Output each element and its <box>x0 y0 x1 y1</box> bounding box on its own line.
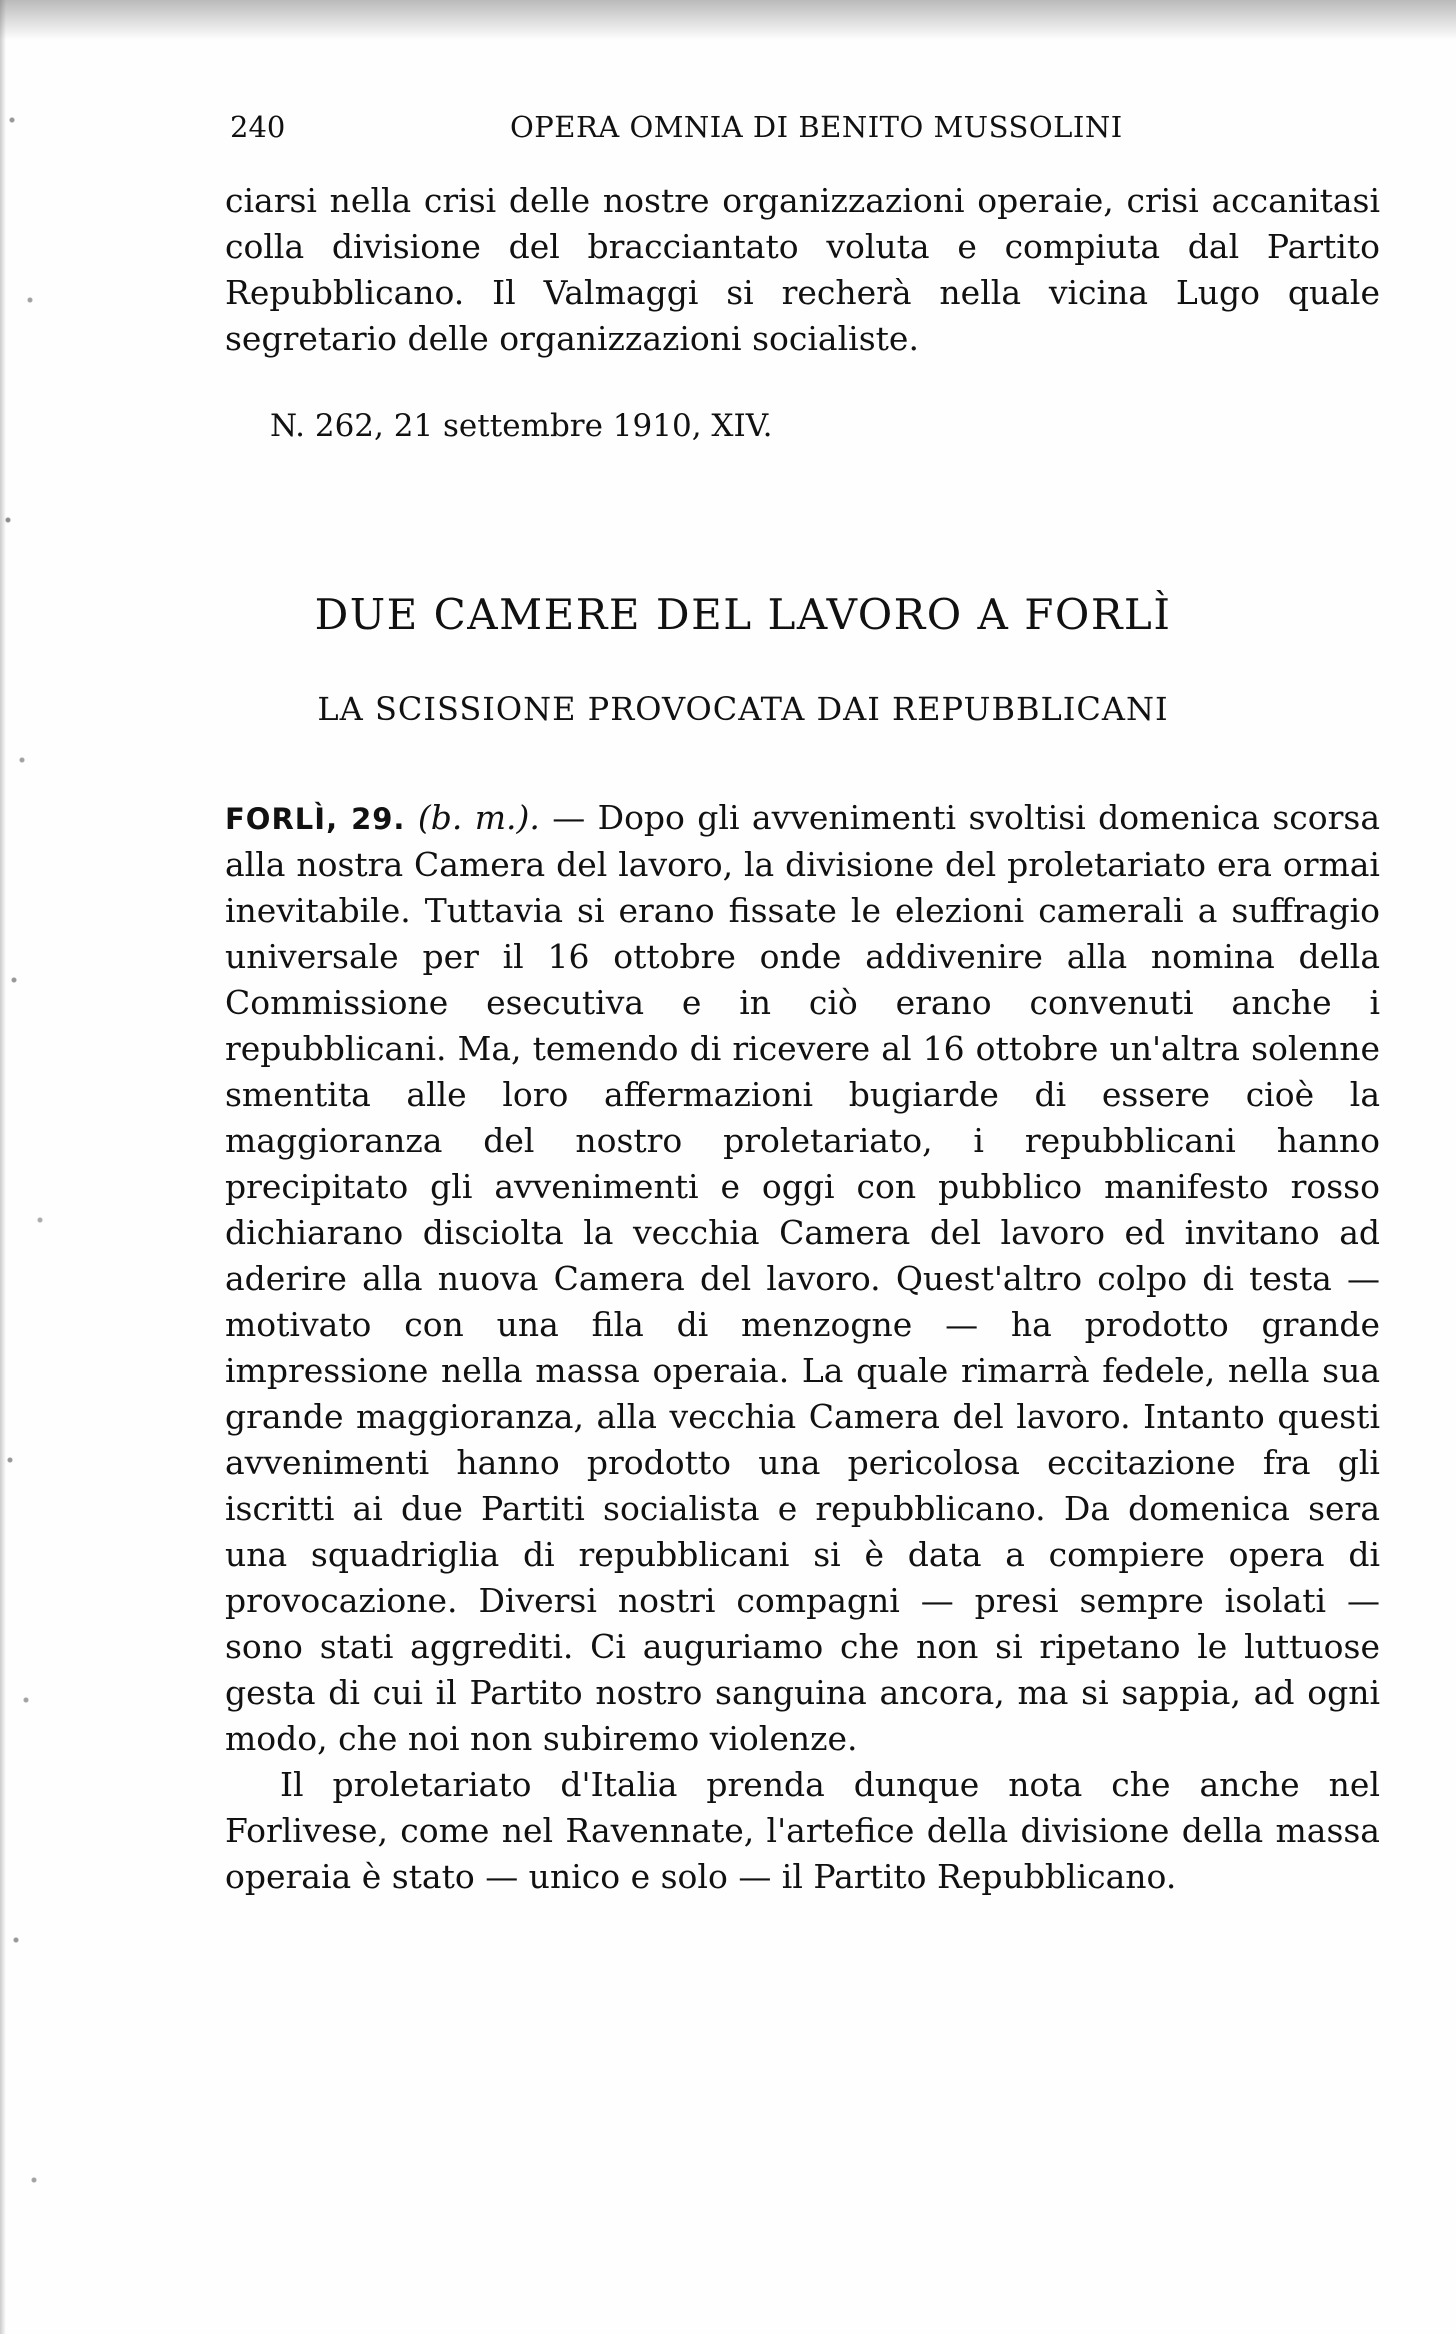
running-head <box>230 110 1380 150</box>
intro-paragraph <box>225 178 1380 362</box>
article-title: DUE CAMERE DEL LAVORO A FORLÌ <box>314 590 1172 639</box>
dateline-initials: (b. m.). <box>417 798 540 837</box>
paragraph-text: — Dopo gli avvenimenti svoltisi domenica scorsa alla nostra Camera del lavoro, la divisione del proletariato era ormai inevitabile. Tuttavia si erano fissate le elezioni camerali a suffragio universale per il 16 ottobre onde addivenire alla nomina della Commissione esecutiva e in ciò erano convenuti anche i repubblicani. Ma, temendo di ricevere al 16 ottobre un'altra solenne smentita alle loro affermazioni bugiarde di essere cioè la maggioranza del nostro proletariato, i repubblicani hanno precipitato gli avvenimenti e oggi con pubblico manifesto rosso dichiarano disciolta la vecchia Camera del lavoro ed invitano ad aderire alla nuova Camera del lavoro. Quest'altro colpo di testa — motivato con una fila di menzogne — ha prodotto grande impressione nella massa operaia. La quale rimarrà fedele, nella sua grande maggioranza, alla vecchia Camera del lavoro. Intanto questi avvenimenti hanno prodotto una pericolosa eccitazione fra gli iscritti ai due Partiti socialista e repubblicano. Da domenica sera una squadriglia di repubblicani si è data a compiere opera di provocazione. Diversi nostri compagni — presi sempre isolati — sono stati aggrediti. Ci auguriamo che non si ripetano le luttuose gesta di cui il Partito nostro sanguina ancora, ma si sappia, ad ogni modo, che noi non subiremo violenze. <box>225 798 1380 1758</box>
issue-reference: N. 262, 21 settembre 1910, XIV. <box>270 408 773 444</box>
dateline-place: FORLÌ, 29. <box>225 802 406 836</box>
intro-text: ciarsi nella crisi delle nostre organizzazioni operaie, crisi accanitasi colla divisione del bracciantato voluta e compiuta dal Partito Repubblicano. Il Valmaggi si recherà nella vicina Lugo quale segretario delle organizzazioni socialiste. <box>225 181 1380 358</box>
article-subtitle: LA SCISSIONE PROVOCATA DAI REPUBBLICANI <box>317 690 1169 728</box>
article-paragraph <box>225 795 1380 1762</box>
article-body <box>225 795 1380 1900</box>
article-paragraph <box>225 1762 1380 1900</box>
paragraph-text: Il proletariato d'Italia prenda dunque nota che anche nel Forlivese, come nel Ravennate, l'artefice della divisione della massa operaia è stato — unico e solo — il Partito Repubblicano. <box>225 1765 1380 1896</box>
page-number: 240 <box>230 110 286 144</box>
scan-shadow-left <box>0 0 70 2334</box>
running-head-title: OPERA OMNIA DI BENITO MUSSOLINI <box>510 110 1123 144</box>
scan-shadow-top <box>0 0 1456 40</box>
